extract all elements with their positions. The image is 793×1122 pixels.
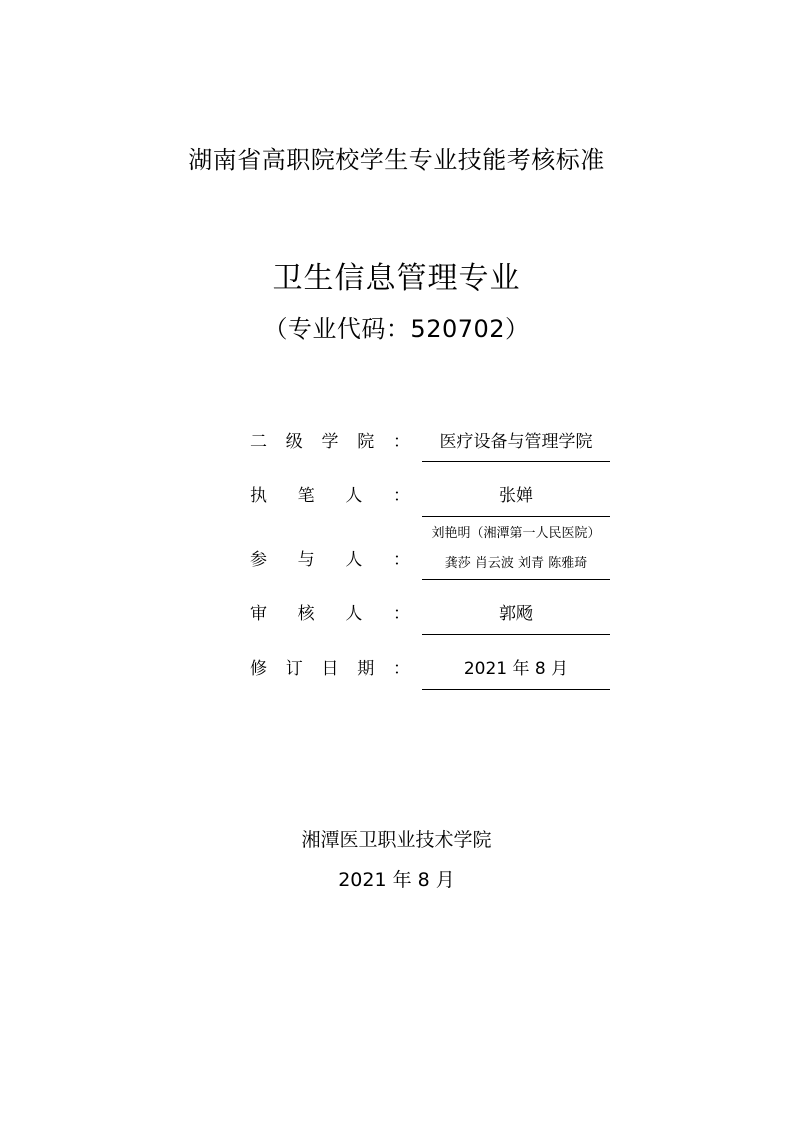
label-colon: ： bbox=[393, 432, 410, 452]
document-header: 湖南省高职院校学生专业技能考核标准 bbox=[188, 146, 605, 174]
field-value-revision-date: 2021 年 8 月 bbox=[463, 659, 569, 679]
label-char: 修 bbox=[250, 659, 267, 679]
field-value-participants-line2: 龚莎 肖云波 刘青 陈雅琦 bbox=[444, 556, 588, 571]
label-char: 日 bbox=[321, 659, 339, 679]
label-char: 人 bbox=[345, 550, 363, 570]
field-value-participants-line1: 刘艳明（湘潭第一人民医院） bbox=[431, 526, 601, 541]
label-char: 人 bbox=[345, 486, 363, 506]
major-code: （专业代码：520702） bbox=[263, 315, 530, 343]
field-label-college bbox=[250, 430, 410, 454]
label-char: 学 bbox=[321, 432, 339, 452]
field-underline bbox=[422, 461, 610, 462]
label-char: 与 bbox=[297, 550, 315, 570]
footer-institution: 湘潭医卫职业技术学院 bbox=[301, 829, 492, 851]
label-char: 核 bbox=[297, 604, 315, 624]
label-char: 参 bbox=[250, 550, 267, 570]
label-colon: ： bbox=[392, 486, 410, 506]
field-label-revision-date bbox=[250, 657, 410, 681]
field-underline bbox=[422, 579, 610, 580]
label-char: 审 bbox=[250, 604, 267, 624]
field-label-author bbox=[250, 484, 410, 508]
label-colon: ： bbox=[392, 550, 410, 570]
field-value-college: 医疗设备与管理学院 bbox=[439, 432, 593, 452]
label-colon: ： bbox=[392, 604, 410, 624]
label-char: 人 bbox=[345, 604, 363, 624]
label-colon: ： bbox=[393, 659, 410, 679]
label-char: 订 bbox=[285, 659, 303, 679]
field-label-participants bbox=[250, 548, 410, 572]
label-char: 二 bbox=[250, 432, 267, 452]
field-value-reviewer: 郭飏 bbox=[499, 604, 533, 624]
label-char: 院 bbox=[357, 432, 375, 452]
label-char: 期 bbox=[357, 659, 375, 679]
label-char: 执 bbox=[250, 486, 267, 506]
field-label-reviewer bbox=[250, 602, 410, 626]
major-title: 卫生信息管理专业 bbox=[272, 261, 521, 296]
field-underline bbox=[422, 516, 610, 517]
field-underline bbox=[422, 689, 610, 690]
label-char: 级 bbox=[285, 432, 303, 452]
footer-date: 2021 年 8 月 bbox=[338, 869, 455, 891]
field-underline bbox=[422, 634, 610, 635]
label-char: 笔 bbox=[297, 486, 315, 506]
field-value-author: 张婵 bbox=[499, 486, 533, 506]
